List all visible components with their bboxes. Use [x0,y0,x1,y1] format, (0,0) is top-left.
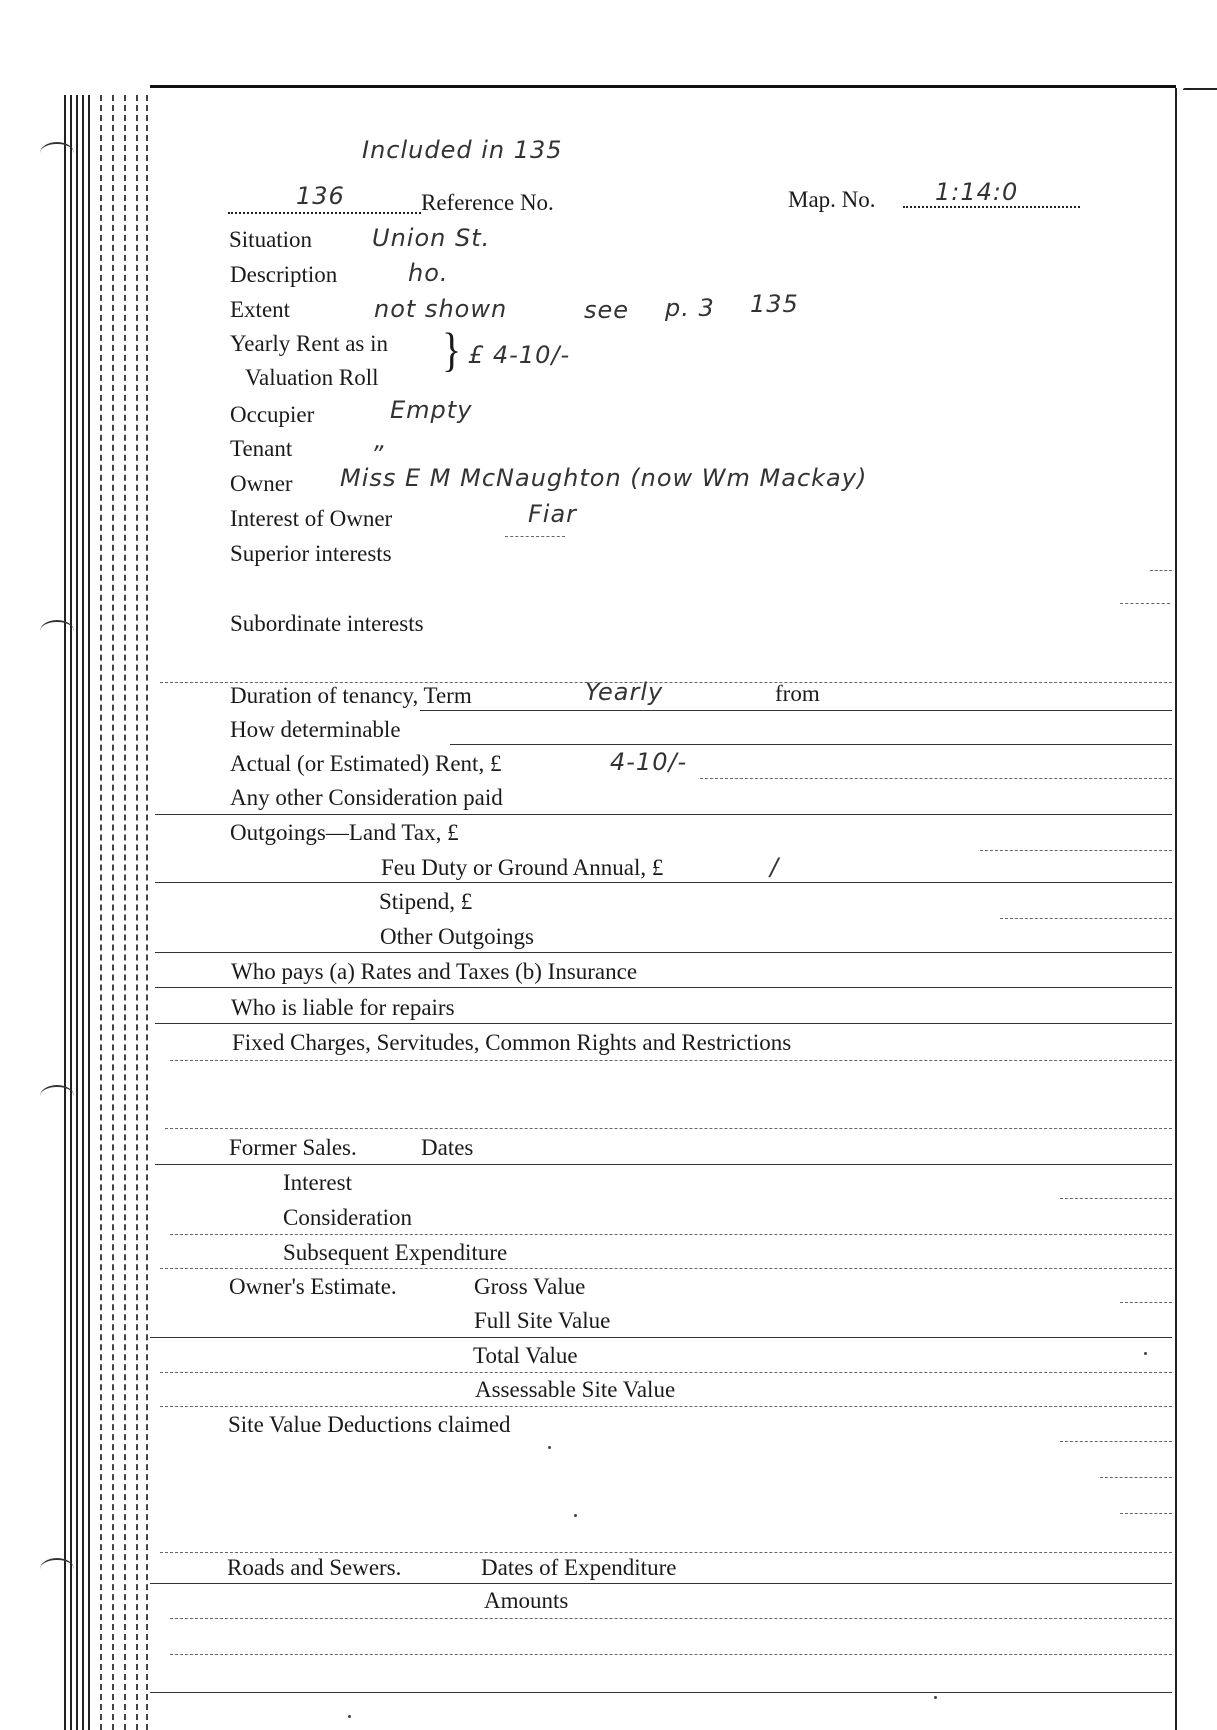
reference-label: Reference No. [421,190,554,215]
binder-ring-mark [40,620,74,642]
site-value-deductions-label: Site Value Deductions claimed [228,1412,511,1437]
stipend-label: Stipend, £ [379,889,473,914]
map-label: Map. No. [788,187,876,212]
yearly-rent-value: £ 4-10/- [468,341,571,369]
page-top-border [150,85,1176,88]
interest-label: Interest [283,1170,352,1195]
page-corner-border [1183,88,1217,90]
valuation-roll-label: Valuation Roll [245,365,379,390]
roads-sewers-label: Roads and Sewers. [227,1555,402,1580]
total-value-label: Total Value [473,1343,578,1368]
interest-owner-value: Fiar [528,500,578,528]
page-right-border [1175,88,1177,1730]
binder-ring-mark [40,142,74,164]
other-outgoings-label: Other Outgoings [380,924,534,949]
actual-rent-value: 4-10/- [610,748,688,776]
reference-number: 136 [296,182,345,210]
feu-duty-value: / [770,853,780,881]
extent-note-ref: 135 [750,290,799,318]
actual-rent-label: Actual (or Estimated) Rent, £ [230,751,502,776]
situation-label: Situation [229,227,313,252]
amounts-label: Amounts [484,1588,569,1613]
other-consideration-label: Any other Consideration paid [230,785,503,810]
duration-from-label: from [775,681,820,706]
tenant-label: Tenant [230,436,293,461]
extent-note-page: p. 3 [665,294,715,322]
annotation-included: Included in 135 [362,136,563,164]
subsequent-expenditure-label: Subsequent Expenditure [283,1240,508,1265]
fixed-charges-label: Fixed Charges, Servitudes, Common Rights and Restrictions [232,1030,792,1055]
assessable-site-value-label: Assessable Site Value [475,1377,676,1402]
tenant-value: „ [374,426,388,454]
who-liable-label: Who is liable for repairs [231,995,455,1020]
description-value: ho. [408,259,449,287]
reference-dotted-line [228,212,421,214]
interest-owner-label: Interest of Owner [230,506,393,531]
full-site-value-label: Full Site Value [474,1308,611,1333]
determinable-label: How determinable [230,717,401,742]
superior-interests-label: Superior interests [230,541,392,566]
duration-value: Yearly [585,678,664,706]
duration-label: Duration of tenancy, Term [230,683,472,708]
gross-value-label: Gross Value [474,1274,586,1299]
consideration-label: Consideration [283,1205,413,1230]
occupier-label: Occupier [230,402,315,427]
extent-label: Extent [230,297,291,322]
former-sales-label: Former Sales. [229,1135,357,1160]
description-label: Description [230,262,338,287]
extent-value: not shown [374,295,508,323]
yearly-rent-label: Yearly Rent as in [230,331,389,356]
owners-estimate-label: Owner's Estimate. [229,1274,397,1299]
map-dotted-line [903,206,1080,208]
situation-value: Union St. [372,224,491,252]
dates-expenditure-label: Dates of Expenditure [481,1555,677,1580]
dates-label: Dates [421,1135,474,1160]
owner-label: Owner [230,471,293,496]
bracket-brace: } [442,322,462,377]
subordinate-interests-label: Subordinate interests [230,611,424,636]
extent-note-see: see [584,296,630,324]
page-binding [60,95,160,1730]
binder-ring-mark [40,1085,74,1107]
owner-value: Miss E M McNaughton (now Wm Mackay) [340,464,868,492]
binder-ring-mark [40,1558,74,1580]
feu-duty-label: Feu Duty or Ground Annual, £ [381,855,664,880]
outgoings-land-tax-label: Outgoings—Land Tax, £ [230,820,459,845]
occupier-value: Empty [390,396,473,424]
who-pays-label: Who pays (a) Rates and Taxes (b) Insurance [231,959,638,984]
map-number: 1:14:0 [935,178,1019,206]
